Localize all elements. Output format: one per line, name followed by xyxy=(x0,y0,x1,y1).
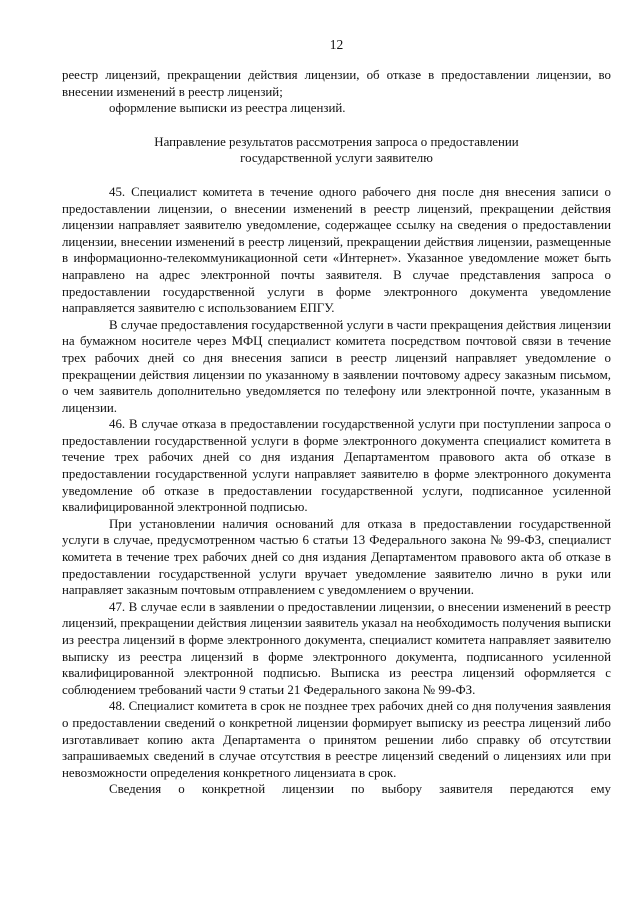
section-title-line-2: государственной услуги заявителю xyxy=(240,151,433,166)
document-page xyxy=(62,0,611,905)
paragraph-47: 47. В случае если в заявлении о предоставлении лицензии, о внесении изменений в реестр лицензий, прекращении действия лицензии заявитель указал на необходимость получения выписки из реестра лицензий в форме электронного документа, специалист комитета направляет заявителю выписку из реестра лицензий в форме электронного документа, подписанного усиленной квалифицированной электронной подписью. Выписка из реестра лицензий оформляется с соблюдением требований части 9 статьи 21 Федерального закона № 99-ФЗ. xyxy=(62,599,611,697)
paragraph-48: 48. Специалист комитета в срок не позднее трех рабочих дней со дня получения заявления о предоставлении сведений о конкретной лицензии формирует выписку из реестра лицензий либо изготавливает копию акта Департамента о принятом решении либо справку об отсутствии запрашиваемых сведений в случае отсутствия в реестре лицензий сведений о лицензиях или при невозможности определения конкретного лицензиата в срок. xyxy=(62,699,611,780)
paragraph-48-continued: Сведения о конкретной лицензии по выбору заявителя передаются ему xyxy=(109,782,611,797)
paragraph-46: 46. В случае отказа в предоставлении государственной услуги при поступлении запроса о предоставлении государственной услуги в форме электронного документа специалист комитета в течение трех рабочих дней со дня издания Департаментом правового акта об отказе в предоставлении государственной услуги направляет заявителю в форме электронного документа уведомление об отказе в предоставлении государственной услуги, подписанное усиленной квалифицированной электронной подписью. xyxy=(62,417,611,515)
paragraph-45: 45. Специалист комитета в течение одного рабочего дня после дня внесения записи о предоставлении лицензии, о внесении изменений в реестр лицензий, прекращении действия лицензии направляет заявителю уведомление, содержащее ссылку на сведения о предоставлении лицензии, внесении изменений в реестр лицензий, прекращении действия лицензии, размещенные в информационно-телекоммуникационной сети «Интернет». Указанное уведомление может быть направлено на адрес электронной почты заявителя. В случае представления запроса о предоставлении государственной услуги в форме электронного документа уведомление направляется заявителю с использованием ЕПГУ. xyxy=(62,184,611,316)
document-body xyxy=(62,67,611,798)
paragraph-46-continued: При установлении наличия оснований для отказа в предоставлении государственной услуги в случае, предусмотренном частью 6 статьи 13 Федерального закона № 99-ФЗ, специалист комитета в течение трех рабочих дней со дня издания Департаментом правового акта об отказе в предоставлении государственной услуги вручает уведомление заявителю лично в руки или направляет заказным почтовым отправлением с уведомлением о вручении. xyxy=(62,516,611,598)
page-number: 12 xyxy=(329,37,344,52)
paragraph-extract-item: оформление выписки из реестра лицензий. xyxy=(109,101,346,116)
paragraph-45-continued: В случае предоставления государственной услуги в части прекращения действия лицензии на бумажном носителе через МФЦ специалист комитета посредством почтовой связи в течение трех рабочих дней со дня внесения записи в реестр лицензий направляет уведомление о прекращении действия лицензии по указанному в заявлении почтовому адресу заказным письмом, о чем заявитель дополнительно уведомляется по телефону или электронной почте, указанным в лицензии. xyxy=(62,317,611,415)
section-title-line-1: Направление результатов рассмотрения запроса о предоставлении xyxy=(154,134,519,149)
paragraph-continuation: реестр лицензий, прекращении действия лицензии, об отказе в предоставлении лицензии, во внесении изменений в реестр лицензий; xyxy=(62,68,611,99)
